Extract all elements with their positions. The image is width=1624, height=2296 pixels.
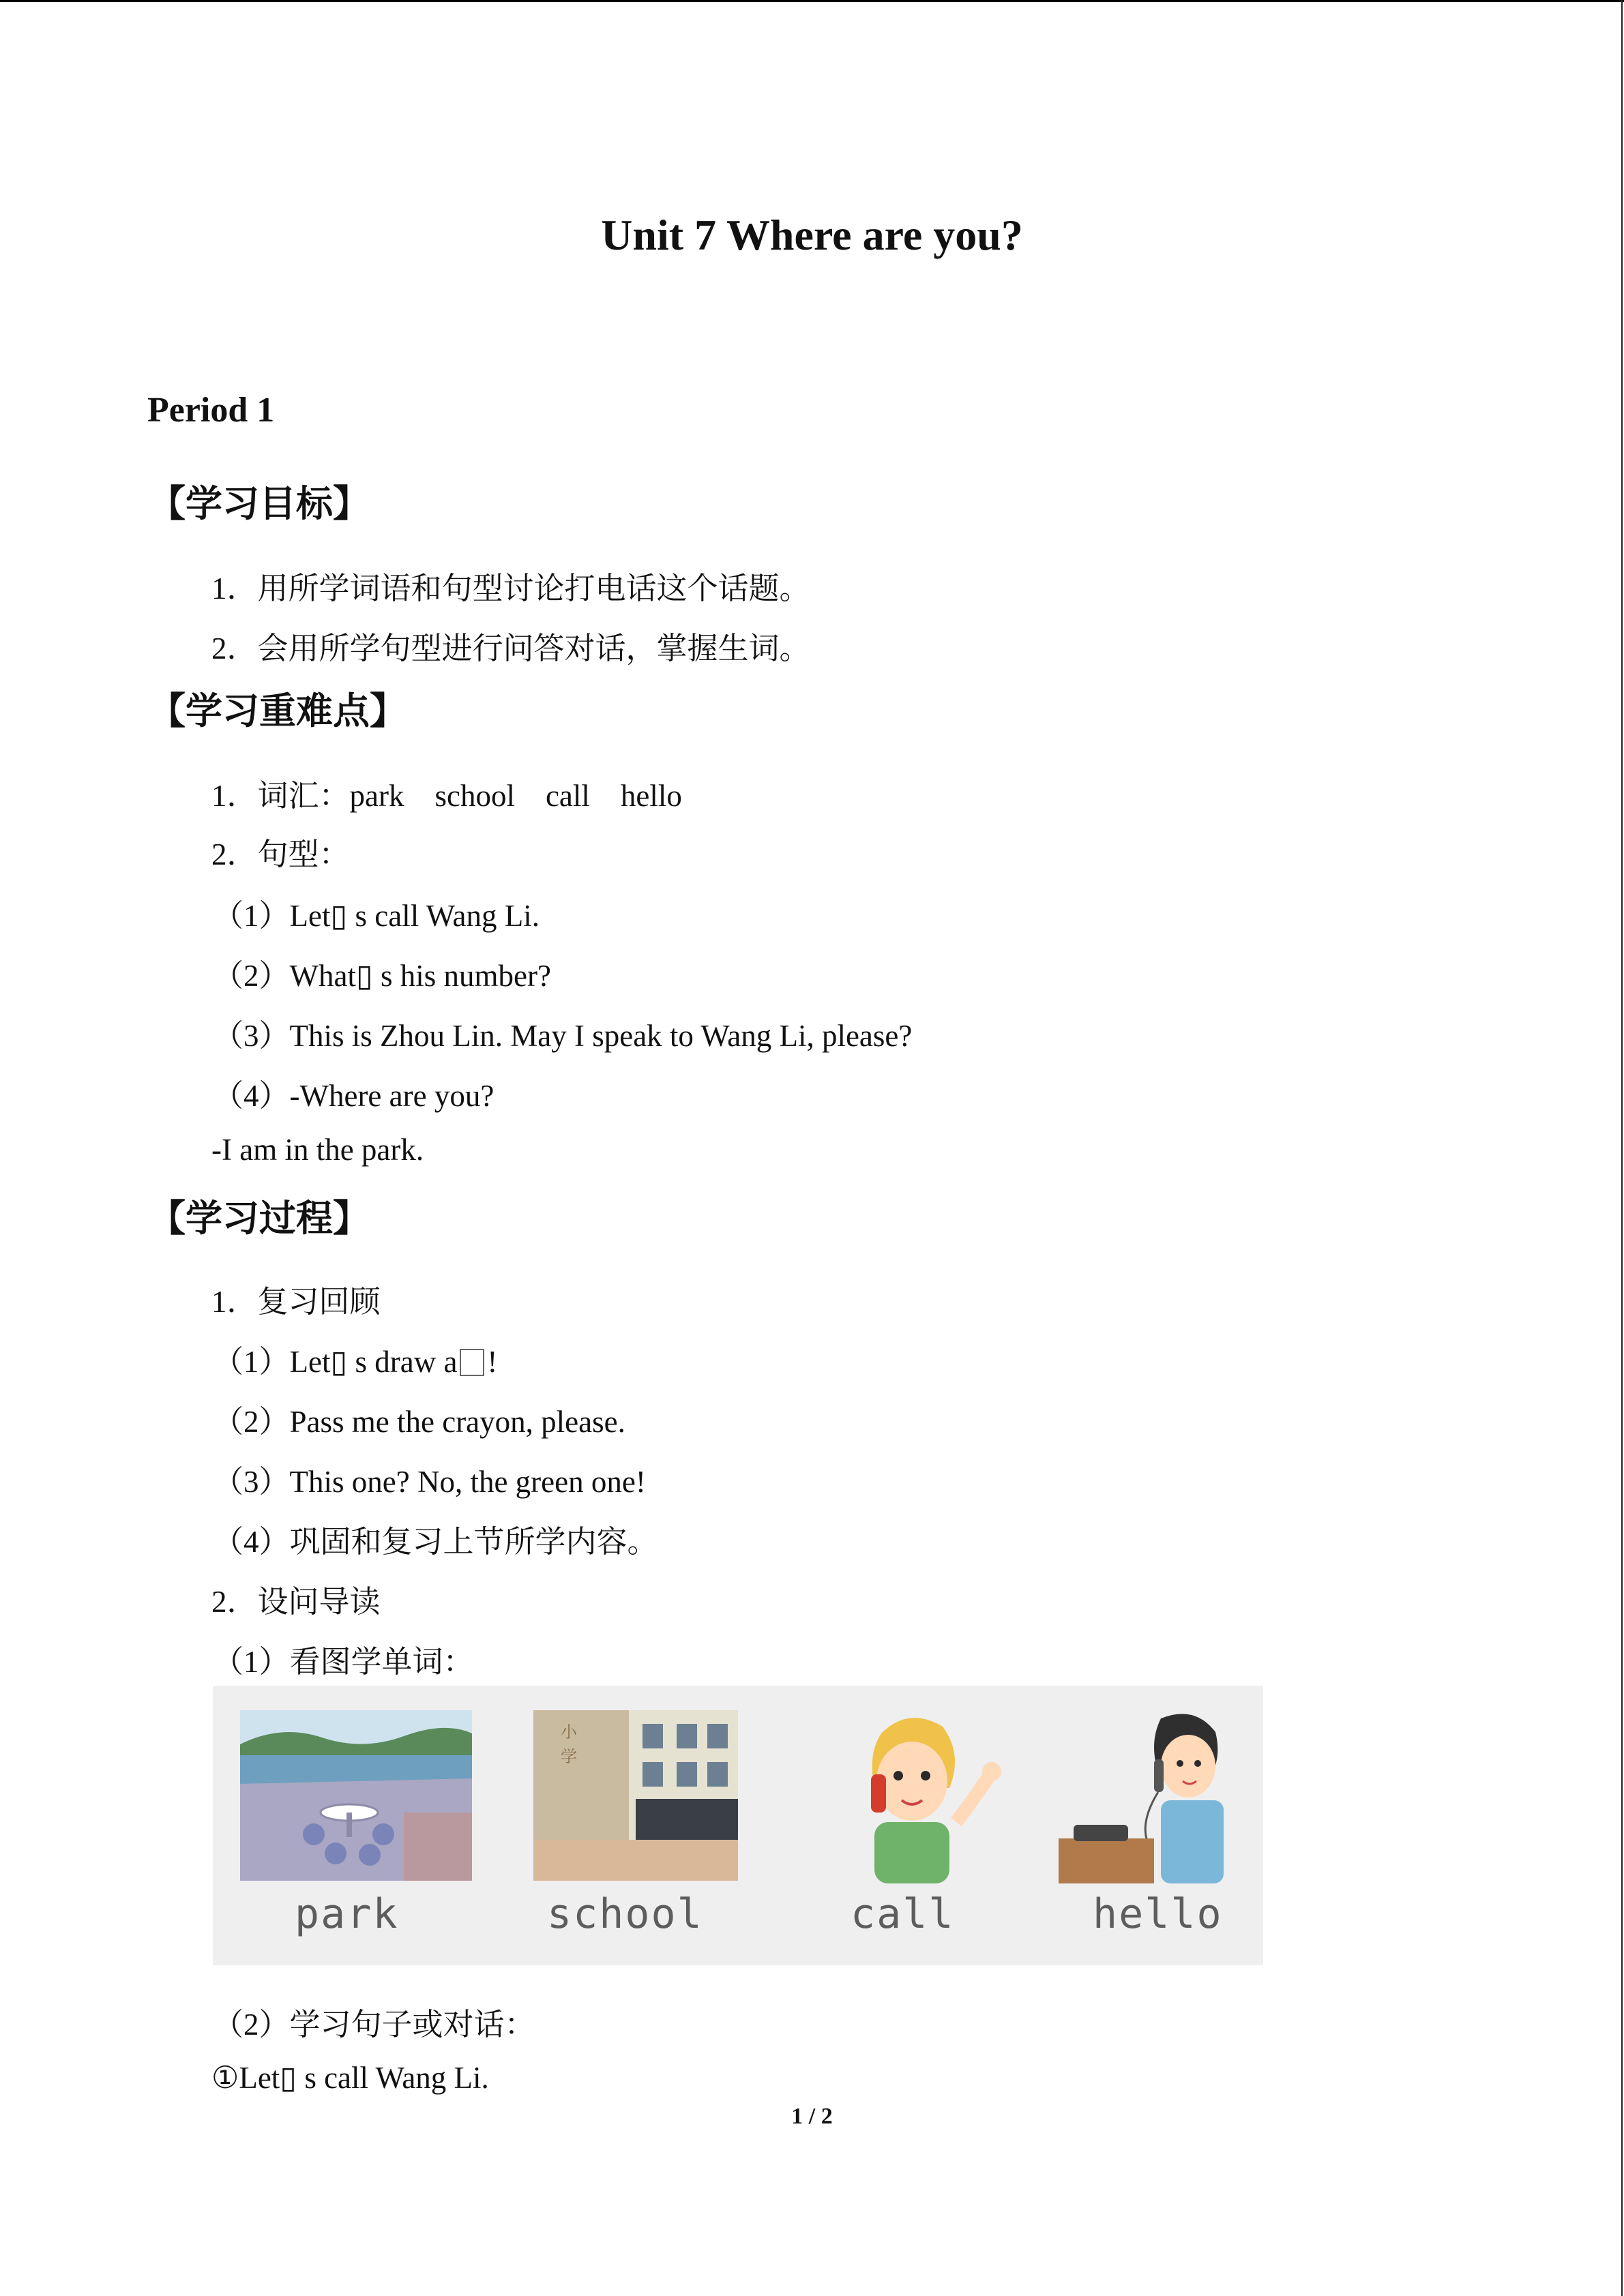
review-item-text: （1）Let▯ s draw a (213, 1345, 458, 1379)
sentences-label: （2）学习句子或对话： (213, 2008, 535, 2042)
page-number: 1 / 2 (791, 2104, 833, 2129)
picture-word-park: park (295, 1890, 399, 1938)
review-item (213, 1337, 497, 1381)
guide-label: 2．设问导读 (211, 1585, 381, 1619)
svg-text:小: 小 (561, 1723, 577, 1742)
section-heading-process: 【学习过程】 (149, 1197, 370, 1240)
vocabulary-picture-strip (213, 1686, 1263, 1965)
school-picture (533, 1710, 738, 1881)
review-item: （3）This one? No, the green one! (213, 1465, 646, 1499)
review-label: 1．复习回顾 (211, 1285, 381, 1319)
call-picture (806, 1706, 1011, 1883)
goal-item: 2．会用所学句型进行问答对话，掌握生词。 (211, 631, 810, 666)
vocab-line: 1．词汇：park school call hello (211, 779, 682, 813)
review-item: （2）Pass me the crayon, please. (213, 1405, 625, 1439)
picture-word-call: call (851, 1890, 955, 1938)
goal-item: 1．用所学词语和句型讨论打电话这个话题。 (211, 571, 810, 606)
page-right-border (1621, 0, 1623, 2296)
pattern-answer: -I am in the park. (211, 1133, 424, 1167)
pattern-item: （2）What▯ s his number? (213, 959, 551, 993)
section-heading-key-points: 【学习重难点】 (149, 689, 407, 732)
review-item-suffix: ! (487, 1345, 498, 1379)
hello-picture (1059, 1705, 1250, 1883)
picture-word-hello: hello (1093, 1890, 1223, 1938)
pattern-item: （3）This is Zhou Lin. May I speak to Wang Li, please? (213, 1019, 913, 1053)
patterns-label: 2．句型： (211, 837, 350, 871)
page-top-border (0, 0, 1624, 2)
review-item: （4）巩固和复习上节所学内容。 (213, 1525, 658, 1559)
period-heading: Period 1 (147, 391, 275, 430)
shape-placeholder-box (460, 1349, 484, 1376)
picture-words-label: （1）看图学单词： (213, 1645, 474, 1679)
section-heading-goals: 【学习目标】 (149, 482, 370, 525)
svg-text:学: 学 (561, 1747, 577, 1766)
sentence-item: ①Let▯ s call Wang Li. (211, 2061, 489, 2095)
pattern-item: （4）-Where are you? (213, 1079, 494, 1113)
picture-word-school: school (547, 1890, 703, 1938)
pattern-item: （1）Let▯ s call Wang Li. (213, 899, 540, 933)
park-picture (240, 1710, 472, 1881)
page-title: Unit 7 Where are you? (601, 211, 1023, 259)
